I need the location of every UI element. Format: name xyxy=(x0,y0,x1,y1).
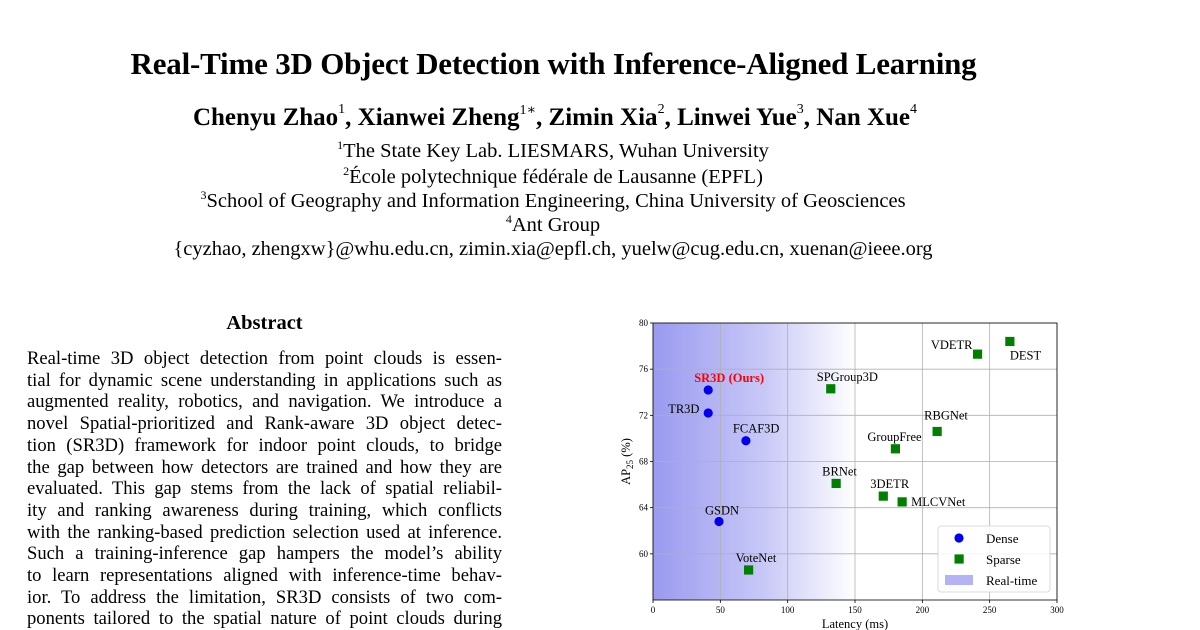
sparse-point xyxy=(898,497,907,506)
point-label: BRNet xyxy=(822,464,857,479)
point-label: TR3D xyxy=(668,402,700,417)
point-label: GSDN xyxy=(704,503,740,518)
point-label: FCAF3D xyxy=(732,421,780,436)
tick-label-x: 200 xyxy=(915,605,930,615)
point-label: VoteNet xyxy=(735,550,777,565)
abstract-line: ior. To address the limitation, SR3D consists of two com- xyxy=(27,586,502,608)
author: Nan Xue$^4$ xyxy=(816,102,918,131)
sparse-point xyxy=(826,384,835,393)
author: Chenyu Zhao$^1$, xyxy=(192,102,358,131)
abstract-line: evaluated. This gap stems from the lack of spatial reliabil- xyxy=(27,478,502,500)
point-label: DEST xyxy=(1009,348,1042,363)
sparse-point xyxy=(832,479,841,488)
tick-label-y: 80 xyxy=(639,318,648,328)
tick-label-x: 150 xyxy=(848,605,862,615)
dense-point xyxy=(741,436,750,445)
abstract-line: Real-time 3D object detection from point clouds is essen- xyxy=(27,348,502,369)
affiliation: $^3$School of Geography and Information Engineering, China University of Geosciences xyxy=(200,188,906,212)
abstract-line: tial for dynamic scene understanding in applications such as xyxy=(27,369,502,391)
abstract-line: with the ranking-based prediction selection used at inference. xyxy=(27,521,502,543)
tick-label-x: 50 xyxy=(715,605,725,615)
abstract-line: tion (SR3D) framework for indoor point clouds, to bridge xyxy=(27,434,502,456)
abstract-line: ity and ranking awareness during training, which conflicts xyxy=(27,499,502,521)
legend-marker-sparse xyxy=(955,554,964,563)
point-label: GroupFree xyxy=(867,429,922,444)
abstract-line: Such a training-inference gap hampers the model’s ability xyxy=(27,543,502,565)
sparse-point xyxy=(891,444,900,453)
point-label: SR3D (Ours) xyxy=(694,370,765,385)
abstract-line: to learn representations aligned with inference-time behav- xyxy=(27,565,502,586)
legend-marker-dense xyxy=(954,533,963,542)
paper-title: Real-Time 3D Object Detection with Inference-Aligned Learning xyxy=(130,46,977,81)
point-label: VDETR xyxy=(930,338,973,353)
abstract-line: novel Spatial-prioritized and Rank-aware 3D object detec- xyxy=(27,413,502,435)
dense-point xyxy=(714,517,723,526)
sparse-point xyxy=(933,427,942,436)
point-label: MLCVNet xyxy=(911,494,966,509)
legend-label: Sparse xyxy=(986,552,1021,567)
legend-label: Dense xyxy=(986,531,1019,546)
author: Xianwei Zheng$^{1∗}$, xyxy=(357,103,549,131)
dense-point xyxy=(704,385,713,394)
dense-point xyxy=(704,408,713,417)
sparse-point xyxy=(1005,337,1014,346)
affiliation: $^1$The State Key Lab. LIESMARS, Wuhan University xyxy=(337,138,769,162)
sparse-point xyxy=(973,350,982,359)
tick-label-y: 76 xyxy=(639,364,648,375)
point-label: SPGroup3D xyxy=(816,369,878,384)
legend-label: Real-time xyxy=(986,573,1038,588)
author-emails: {cyzhao, zhengxw}@whu.edu.cn, zimin.xia@epfl.ch, yuelw@cug.edu.cn, xuenan@ieee.org xyxy=(173,238,933,260)
abstract-line: augmented reality, robotics, and navigation. We introduce a xyxy=(27,391,502,413)
affiliation: $^4$Ant Group xyxy=(505,212,601,236)
author: Linwei Yue$^3$, xyxy=(677,102,817,131)
sparse-point xyxy=(744,565,753,574)
point-label: 3DETR xyxy=(870,477,910,492)
tick-label-x: 100 xyxy=(780,605,795,615)
author: Zimin Xia$^2$, xyxy=(548,102,678,131)
x-axis-label: Latency (ms) xyxy=(821,617,889,630)
affiliation: $^2$École polytechnique fédérale de Lausanne (EPFL) xyxy=(343,164,763,188)
abstract-heading: Abstract xyxy=(226,312,303,334)
sparse-point xyxy=(879,492,888,501)
point-label: RBGNet xyxy=(924,408,968,423)
chart-legend xyxy=(938,526,1050,592)
abstract-line: ponents tailored to the spatial nature of point clouds during xyxy=(27,608,502,630)
abstract-line: the gap between how detectors are trained and how they are xyxy=(27,456,502,478)
y-axis-label: $AP_{25}$ (%) xyxy=(619,438,635,485)
tick-label-y: 64 xyxy=(639,502,648,513)
tick-label-x: 0 xyxy=(650,605,656,615)
legend-patch-realtime xyxy=(945,575,973,585)
tick-label-y: 68 xyxy=(639,456,648,467)
tick-label-y: 60 xyxy=(639,548,648,559)
tick-label-y: 72 xyxy=(639,410,648,421)
tick-label-x: 300 xyxy=(1050,605,1064,615)
tick-label-x: 250 xyxy=(982,605,997,615)
